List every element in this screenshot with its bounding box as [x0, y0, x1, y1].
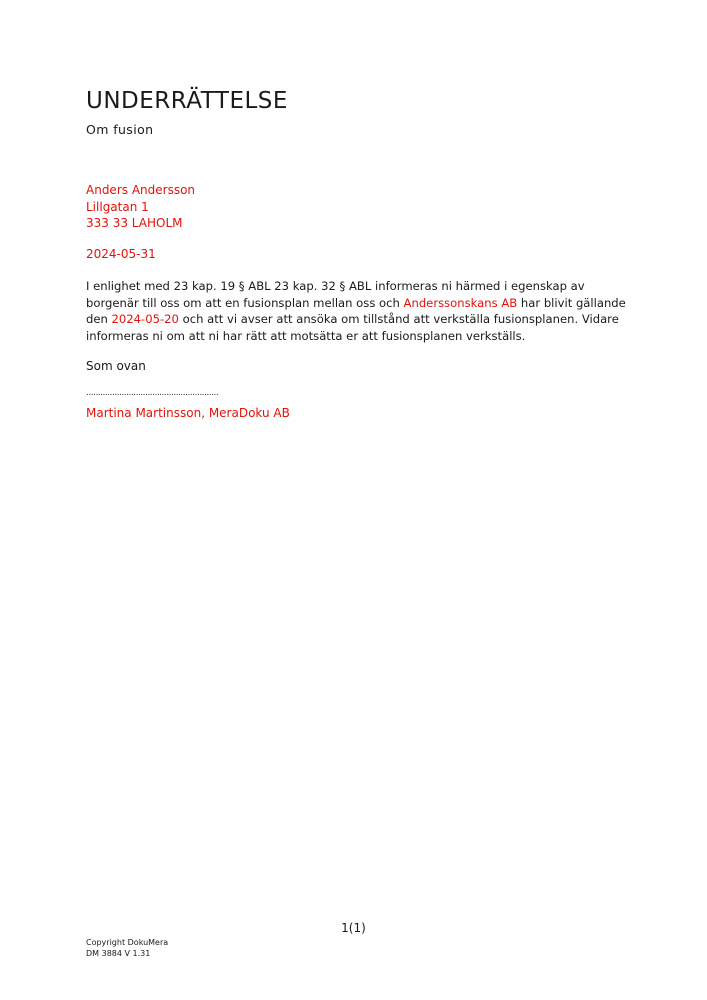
body-text-part1: I enlighet med 23 kap. 19 § ABL 23 kap. 32 § ABL informeras ni härmed i egenskap av borgenär till oss om att en fusionsplan mellan oss och	[86, 279, 585, 310]
body-paragraph	[86, 278, 626, 344]
recipient-street: Lillgatan 1	[86, 199, 149, 214]
document-title: UNDERRÄTTELSE	[86, 88, 288, 114]
body-text-part2: har blivit gällande den	[86, 295, 626, 326]
footer-copyright: Copyright DokuMera	[86, 938, 169, 947]
footer	[86, 937, 168, 959]
recipient-postal: 333 33 LAHOLM	[86, 216, 183, 230]
body-text-part3: och att vi avser att ansöka om tillstånd att verkställa fusionsplanen. Vidare informeras ni om att ni har rätt att motsätta er att fusionsplanen verkställs.	[86, 312, 619, 343]
signatory-name: Martina Martinsson, MeraDoku AB	[86, 406, 290, 420]
footer-version: DM 3884 V 1.31	[86, 949, 151, 958]
signature-line: ........................................................	[86, 388, 219, 398]
document-subtitle: Om fusion	[86, 122, 154, 137]
page-number: 1(1)	[341, 921, 366, 935]
closing-text: Som ovan	[86, 359, 146, 373]
recipient-name: Anders Andersson	[86, 183, 196, 197]
company-name: Anderssonskans AB	[403, 295, 518, 310]
letter-date: 2024-05-31	[86, 247, 156, 261]
recipient-address	[86, 182, 195, 232]
effective-date: 2024-05-20	[111, 312, 179, 326]
